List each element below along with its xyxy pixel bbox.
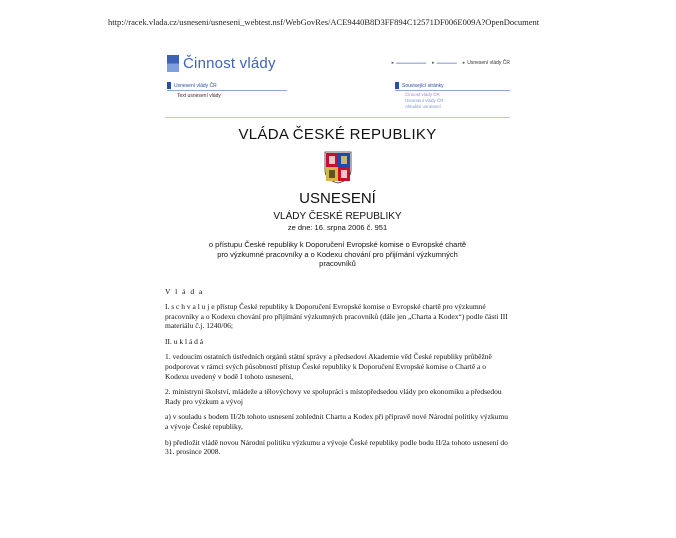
toplink-faint-1[interactable] xyxy=(392,60,427,66)
item-2b: b) předložit vládě novou Národní politiku výzkumu a vývoje České republiky podle bodu II/2a tohoto usnesení do 31. prosince 2008. xyxy=(165,437,508,457)
government-title: VLÁDA ČESKÉ REPUBLIKY xyxy=(238,126,437,143)
toplink-faint-2[interactable] xyxy=(432,60,457,66)
document-page xyxy=(165,50,510,463)
faint-link: ▬▬▬▬▬▬ xyxy=(396,60,427,66)
header-divider xyxy=(165,117,510,118)
nav-left-sub[interactable]: Text usnesení vlády xyxy=(177,93,221,99)
vlada-label: V l á d a xyxy=(165,286,204,296)
toplink-usneseni[interactable] xyxy=(463,60,510,66)
logo-flag-icon xyxy=(167,55,179,72)
related-link[interactable]: Aktuální usnesení xyxy=(405,104,441,109)
schvaluje-head: I. s c h v a l u j e xyxy=(165,302,215,312)
section-uklada: II. u k l á d á xyxy=(165,336,204,346)
nav-left-head[interactable] xyxy=(167,82,287,91)
related-link[interactable]: Usnesení vlády ČR xyxy=(405,98,444,103)
related-link[interactable]: Činnost vlády ČR xyxy=(405,92,440,97)
section-schvaluje xyxy=(165,302,510,331)
resolution-subject: o přístupu České republiky k Doporučení Evropské komise o Evropské chartě pro výzkumné pracovníky a o Kodexu chování pro přijímání výzkumných pracovníků xyxy=(208,240,467,268)
item-1: 1. vedoucím ostatních ústředních orgánů státní správy a předsedovi Akademie věd České republiky průběžně podporovat v rámci svých působností přístup České republiky k Doporučení Evropské komise o Chartě a o Kodexu uvedený v bodě I tohoto usnesení, xyxy=(165,352,492,381)
nav-left xyxy=(167,82,287,99)
item-2: 2. ministryni školství, mládeže a tělovýchovy ve spolupráci s místopředsedou vlády pro ekonomiku a předsedou Rady pro výzkum a vývoj xyxy=(165,387,502,406)
resolution-subheading: VLÁDY ČESKÉ REPUBLIKY xyxy=(273,211,402,222)
nav-right xyxy=(395,82,510,109)
bullet-icon: ▸ xyxy=(391,60,395,66)
resolution-date-line xyxy=(165,223,510,232)
bullet-icon: ▸ xyxy=(462,60,466,66)
faint-link: ▬▬▬▬ xyxy=(436,60,457,66)
resolution-heading: USNESENÍ xyxy=(299,190,376,207)
nav-marker-icon xyxy=(395,82,399,89)
logo-text: Činnost vlády xyxy=(183,55,276,72)
nav-marker-icon xyxy=(167,82,171,89)
date-prefix: ze dne: xyxy=(287,223,315,232)
resolution-body xyxy=(165,287,510,457)
bullet-icon: ▸ xyxy=(432,60,435,66)
top-links xyxy=(392,60,510,66)
state-emblem-icon xyxy=(323,150,353,184)
nav-left-title: Usnesení vlády ČR xyxy=(174,82,217,89)
schvaluje-text: přístup České republiky k Doporučení Evropské komise o Evropské chartě pro výzkumné pracovníky a o Kodexu chování pro přijímání výzkumných pracovníků (dále jen „Charta a Kodex“) podle části III materiálu č.j. 1240/06; xyxy=(165,302,508,331)
document-url: http://racek.vlada.cz/usneseni/usneseni_webtest.nsf/WebGovRes/ACE9440B8D3FF894C12571DF006E009A?OpenDocument xyxy=(108,17,540,27)
resolution-date: 16. srpna 2006 xyxy=(314,223,365,232)
navigation-bar xyxy=(165,82,510,114)
nav-right-head xyxy=(395,82,510,91)
site-logo[interactable] xyxy=(167,55,276,72)
nav-right-title: Související stránky xyxy=(402,82,444,89)
item-2a: a) v souladu s bodem II/2b tohoto usnesení zohlednit Chartu a Kodex při přípravě nové Národní politiky výzkumu a vývoje České republiky, xyxy=(165,412,509,432)
number-prefix: č. xyxy=(364,223,375,232)
resolution-number: 951 xyxy=(374,223,388,232)
site-header xyxy=(165,50,510,80)
toplink-label: Usnesení vlády ČR xyxy=(467,60,510,66)
